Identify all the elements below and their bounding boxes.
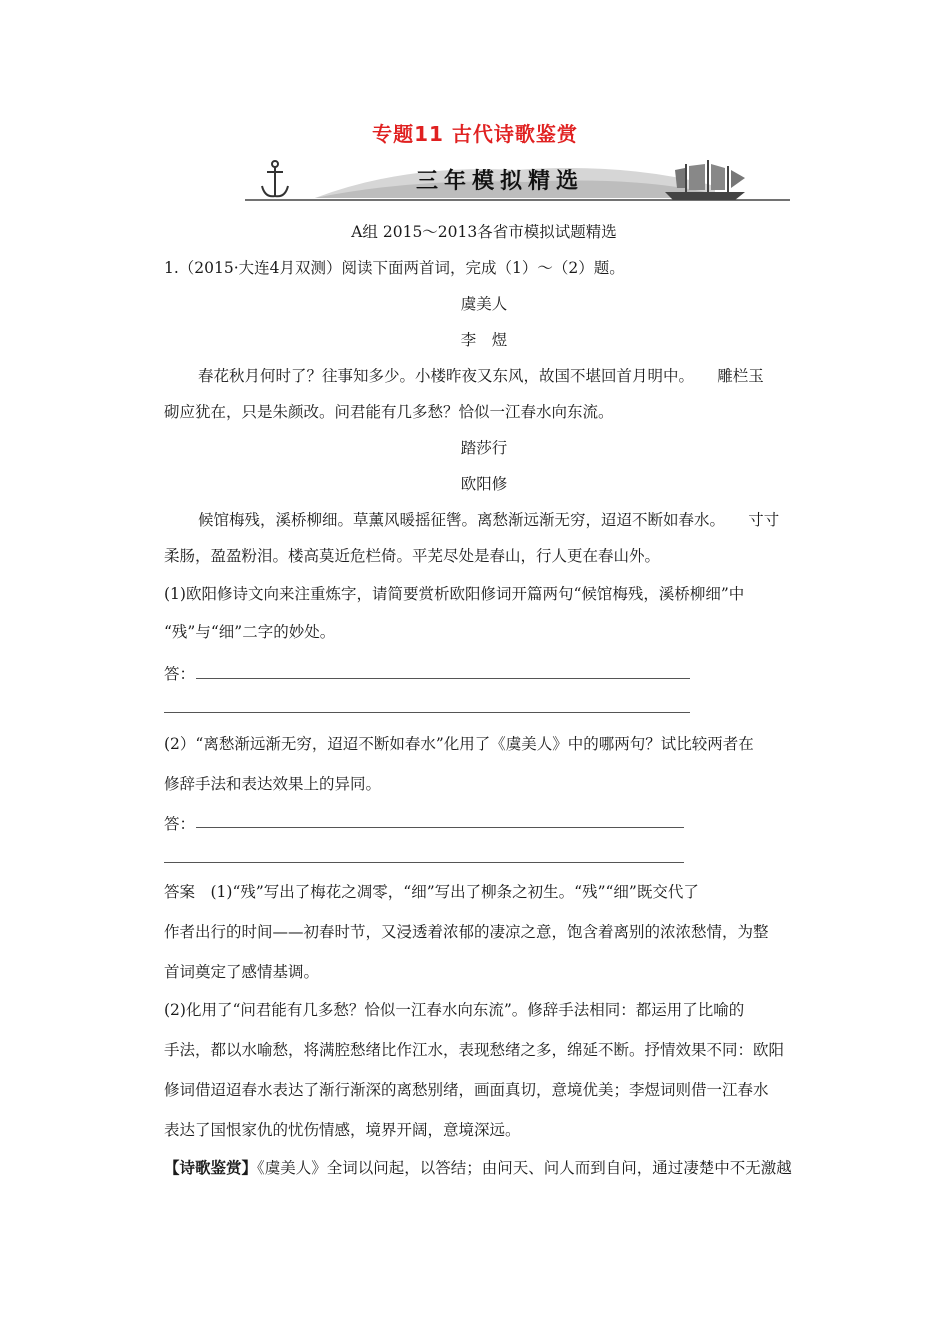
anchor-icon <box>262 161 288 196</box>
poem2-title: 踏莎行 <box>460 439 508 457</box>
answer-prompt: 答： <box>164 815 196 833</box>
answer-blank-line[interactable] <box>196 827 684 828</box>
answer-paragraph-2: 修词借迢迢春水表达了渐行渐深的离愁别绪，画面真切，意境优美；李煜词则借一江春水 <box>164 1081 769 1099</box>
appreciation-paragraph <box>164 1158 804 1178</box>
answer-blank-line[interactable] <box>164 712 690 713</box>
subquestion-2: (2）“离愁渐远渐无穷，迢迢不断如春水”化用了《虞美人》中的哪两句？试比较两者在 <box>164 735 754 753</box>
banner-text: 三年模拟精选 <box>415 169 584 194</box>
answer-prompt: 答： <box>164 665 196 683</box>
poem2-line: 柔肠，盈盈粉泪。楼高莫近危栏倚。平芜尽处是春山，行人更在春山外。 <box>164 547 661 565</box>
answer-paragraph-1: 首词奠定了感情基调。 <box>164 963 320 981</box>
page-title: 专题11 古代诗歌鉴赏 <box>372 122 578 146</box>
subquestion-2: 修辞手法和表达效果上的异同。 <box>164 775 382 793</box>
poem1-line: 春花秋月何时了？往事知多少。小楼昨夜又东风，故国不堪回首月明中。 雕栏玉 <box>198 367 764 385</box>
answer-blank-line[interactable] <box>164 862 684 863</box>
poem1-author: 李 煜 <box>460 331 508 349</box>
subquestion-1: “残”与“细”二字的妙处。 <box>164 623 336 641</box>
section-banner <box>245 158 790 204</box>
appreciation-text: 《虞美人》全词以问起，以答结；由问天、问人而到自问，通过凄楚中不无激越 <box>257 1159 792 1177</box>
answer-paragraph-1: 作者出行的时间——初春时节，又浸透着浓郁的凄凉之意，饱含着离别的浓浓愁情，为整 <box>164 923 769 941</box>
answer-blank-line[interactable] <box>196 678 690 679</box>
sailing-ship-icon <box>665 160 745 200</box>
answer-paragraph-2: (2)化用了“问君能有几多愁？恰似一江春水向东流”。修辞手法相同：都运用了比喻的 <box>164 1001 745 1019</box>
poem1-line: 砌应犹在，只是朱颜改。问君能有几多愁？恰似一江春水向东流。 <box>164 403 614 421</box>
appreciation-label: 【诗歌鉴赏】 <box>164 1158 258 1177</box>
subquestion-1: (1)欧阳修诗文向来注重炼字，请简要赏析欧阳修词开篇两句“候馆梅残，溪桥柳细”中 <box>164 585 745 603</box>
question-intro: 1.（2015·大连4月双测）阅读下面两首词，完成（1）～（2）题。 <box>164 259 625 277</box>
poem1-title: 虞美人 <box>460 295 508 313</box>
answer-paragraph-2: 表达了国恨家仇的忧伤情感，境界开阔，意境深远。 <box>164 1121 521 1139</box>
poem2-line: 候馆梅残，溪桥柳细。草薰风暖摇征辔。离愁渐远渐无穷，迢迢不断如春水。 寸寸 <box>198 511 780 529</box>
answer-paragraph-1: 答案 (1)“残”写出了梅花之凋零，“细”写出了柳条之初生。“残”“细”既交代了 <box>164 883 699 901</box>
section-heading: A组 2015～2013各省市模拟试题精选 <box>351 223 617 241</box>
answer-paragraph-2: 手法，都以水喻愁，将满腔愁绪比作江水，表现愁绪之多，绵延不断。抒情效果不同：欧阳 <box>164 1041 785 1059</box>
poem2-author: 欧阳修 <box>460 475 508 493</box>
